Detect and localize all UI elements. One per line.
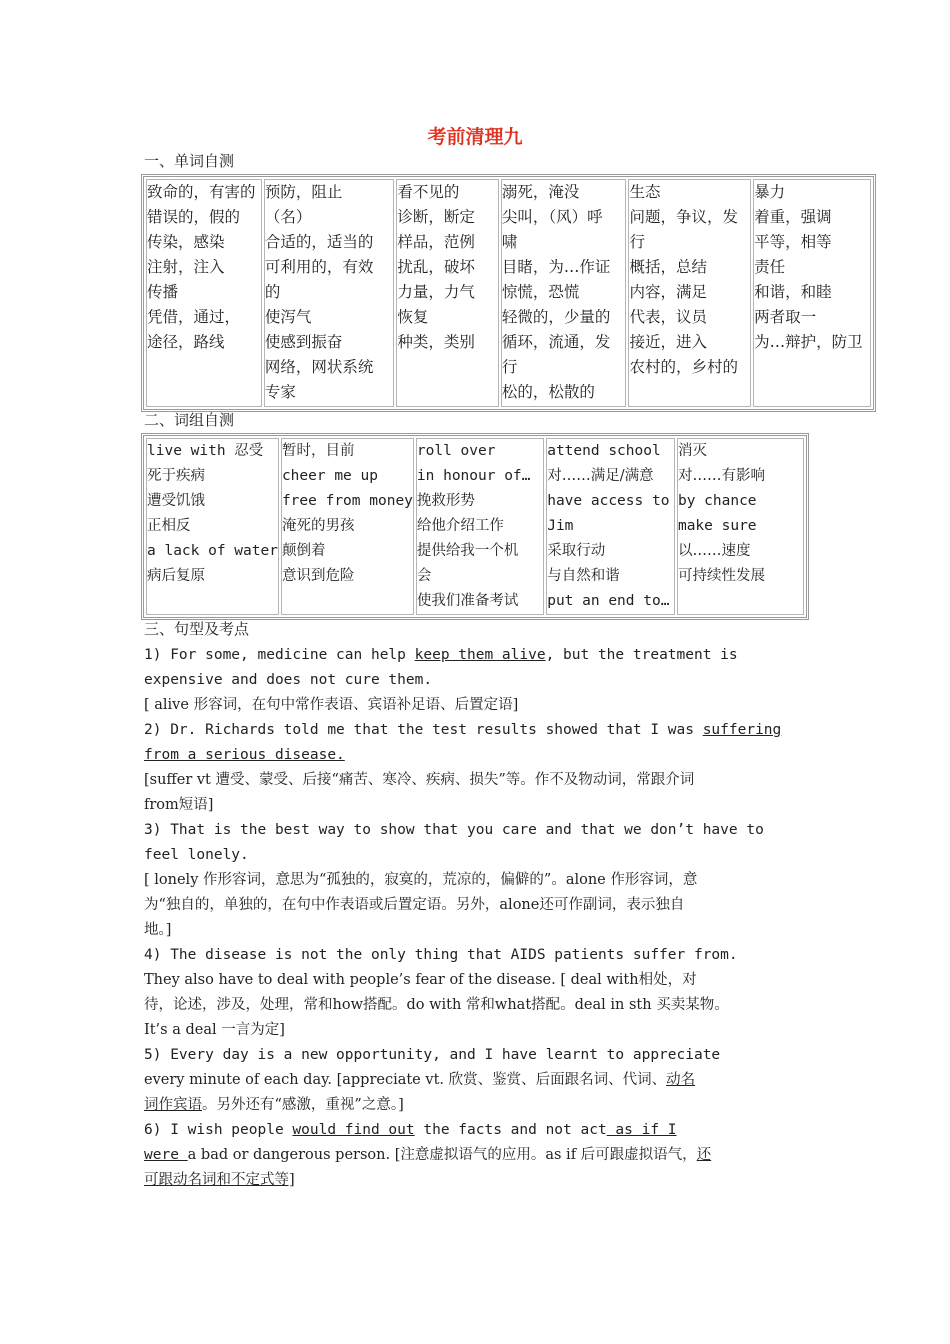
word-item: 错误的，假的 <box>147 208 241 226</box>
sentence-5-line <box>144 1068 824 1093</box>
word-column <box>146 179 262 407</box>
phrase-item: cheer me up <box>281 468 378 484</box>
phrase-column <box>416 438 544 615</box>
word-item: 责任 <box>754 258 786 276</box>
word-item: 农村的，乡村的 <box>629 358 738 376</box>
sentence-6-key-phrase: 还 <box>696 1147 712 1163</box>
sentence-2-key-phrase: suffering <box>702 722 782 738</box>
phrase-item: roll over <box>416 443 496 459</box>
word-item: 的 <box>264 283 281 301</box>
sentence-5-line <box>144 1093 824 1118</box>
phrase-item: 暂时，目前 <box>281 443 355 459</box>
sentence-6-line <box>144 1143 824 1168</box>
word-item: 力量，力气 <box>397 283 475 301</box>
phrase-item: 采取行动 <box>547 543 606 559</box>
phrase-item: 死于疾病 <box>147 468 205 484</box>
phrase-column <box>146 438 279 615</box>
sentence-2-note: from短语] <box>144 797 214 813</box>
sentence-3-note: 地。] <box>144 922 172 938</box>
sentence-list <box>144 643 824 1193</box>
word-item: 生态 <box>629 183 661 201</box>
word-item: 目睹，为…作证 <box>501 258 611 276</box>
word-item: 轻微的，少量的 <box>501 308 611 326</box>
sentence-6-key-phrase: 可跟动名词和不定式等] <box>144 1172 295 1188</box>
phrase-item: free from money <box>281 493 413 509</box>
sentence-6-key-phrase: as if I <box>606 1122 677 1138</box>
word-item: 途径，路线 <box>147 333 225 351</box>
section-heading-phrases: 二、词组自测 <box>144 411 235 429</box>
word-item: 专家 <box>264 383 296 401</box>
phrase-item: a lack of water <box>147 543 278 559</box>
section-heading-sentences: 三、句型及考点 <box>144 620 250 638</box>
phrase-item: 正相反 <box>147 518 191 534</box>
page-title: 考前清理九 <box>427 126 523 148</box>
word-item: 合适的，适当的 <box>264 233 374 251</box>
phrase-item: 颠倒着 <box>281 543 326 559</box>
sentence-6-note: a bad or dangerous person. [注意虚拟语气的应用。as if 后可跟虚拟语气， <box>187 1147 697 1163</box>
sentence-6-text: 6) I wish people <box>144 1122 293 1138</box>
sentence-2-note: [suffer vt 遭受、蒙受、后接“痛苦、寒冷、疾病、损失”等。作不及物动词，常跟介词 <box>144 772 695 788</box>
phrase-item: 对……满足/满意 <box>547 468 654 484</box>
sentence-4-text: 4) The disease is not the only thing that AIDS patients suffer from. <box>144 947 738 963</box>
sentence-1-key-phrase: keep them alive <box>414 647 546 663</box>
sentence-6-key-phrase: were <box>144 1147 188 1163</box>
word-item: 预防，阻止 <box>264 183 343 201</box>
word-item: 致命的，有害的 <box>147 183 256 201</box>
phrase-column <box>281 438 414 615</box>
phrase-item: by chance <box>677 493 757 509</box>
phrase-item: 可持续性发展 <box>677 568 765 584</box>
sentence-4-text: They also have to deal with people’s fear of the disease. [ deal with相处，对 <box>144 972 697 988</box>
phrase-item: in honour of… <box>416 468 531 484</box>
phrase-column <box>677 438 804 615</box>
word-item: 行 <box>629 233 645 251</box>
word-column <box>628 179 751 407</box>
word-item: 循环，流通，发 <box>501 333 611 351</box>
phrase-item: 与自然和谐 <box>547 568 620 584</box>
word-test-table <box>141 174 876 412</box>
section-heading-words: 一、单词自测 <box>144 152 235 170</box>
word-item: 恢复 <box>397 308 429 326</box>
phrase-item: 以……速度 <box>677 543 751 559</box>
word-item: 使感到振奋 <box>264 333 343 351</box>
sentence-2-line <box>144 718 824 743</box>
word-item: 接近，进入 <box>629 333 707 351</box>
sentence-3-text: 3) That is the best way to show that you care and that we don’t have to <box>144 822 764 838</box>
sentence-3-text: feel lonely. <box>144 847 249 863</box>
sentence-1-note: [ alive 形容词，在句中常作表语、宾语补足语、后置定语] <box>144 697 519 713</box>
word-item: 松的，松散的 <box>501 383 595 401</box>
phrase-item: 对……有影响 <box>677 468 765 484</box>
word-item: 暴力 <box>754 183 786 201</box>
phrase-column <box>546 438 675 615</box>
phrase-item: make sure <box>677 518 757 534</box>
word-item: 网络，网状系统 <box>264 358 374 376</box>
sentence-1-text: 1) For some, medicine can help <box>144 647 415 663</box>
word-item: 诊断，断定 <box>397 208 475 226</box>
word-item: 使泻气 <box>264 308 312 326</box>
phrase-test-table <box>141 433 809 620</box>
word-item: 概括，总结 <box>629 258 707 276</box>
sentence-5-text: 5) Every day is a new opportunity, and I have learnt to appreciate <box>144 1047 721 1063</box>
word-item: 惊慌，恐慌 <box>501 283 580 301</box>
word-item: 着重，强调 <box>754 208 832 226</box>
phrase-item: 给他介绍工作 <box>416 518 504 534</box>
phrase-item: attend school <box>547 443 661 459</box>
word-column <box>396 179 498 407</box>
sentence-4-note: 待，论述，涉及，处理，常和how搭配。do with 常和what搭配。deal in sth 买卖某物。 <box>144 997 729 1013</box>
phrase-item: put an end to… <box>547 593 670 609</box>
sentence-6-text: the facts and not act <box>414 1122 607 1138</box>
word-item: 为…辩护，防卫 <box>754 333 863 351</box>
word-item: 注射，注入 <box>147 258 225 276</box>
word-column <box>264 179 395 407</box>
sentence-5-note: 。另外还有“感激，重视”之意。] <box>202 1097 404 1113</box>
word-item: 种类，类别 <box>397 333 475 351</box>
word-item: 代表，议员 <box>629 308 707 326</box>
word-item: 看不见的 <box>397 183 460 201</box>
word-item: 问题，争议，发 <box>629 208 738 226</box>
sentence-3-note: [ lonely 作形容词，意思为“孤独的，寂寞的，荒凉的，偏僻的”。alone 作形容词，意 <box>144 872 698 888</box>
phrase-item: 使我们准备考试 <box>416 593 519 609</box>
word-item: 尖叫，（风）呼 <box>501 208 603 226</box>
sentence-5-text: every minute of each day. [appreciate vt. 欣赏、鉴赏、后面跟名词、代词、 <box>144 1072 667 1088</box>
word-item: 内容，满足 <box>629 283 707 301</box>
sentence-3-note: 为“独自的，单独的，在句中作表语或后置定语。另外，alone还可作副词，表示独自 <box>144 897 685 913</box>
word-item: 两者取一 <box>754 308 817 326</box>
phrase-item: Jim <box>547 518 574 534</box>
word-item: 扰乱，破坏 <box>397 258 475 276</box>
sentence-6-key-phrase: would find out <box>292 1122 415 1138</box>
phrase-item: 会 <box>416 568 432 584</box>
phrase-item: 遭受饥饿 <box>147 493 205 509</box>
word-item: 凭借，通过， <box>147 308 241 326</box>
sentence-6-line <box>144 1118 824 1143</box>
sentence-4-note: It’s a deal 一言为定] <box>144 1022 285 1038</box>
phrase-item: 挽救形势 <box>416 493 475 509</box>
phrase-item: 消灭 <box>677 443 707 459</box>
phrase-item: 淹死的男孩 <box>281 518 355 534</box>
sentence-2-text: 2) Dr. Richards told me that the test results showed that I was <box>144 722 703 738</box>
sentence-1-text: , but the treatment is <box>545 647 738 663</box>
word-item: 啸 <box>501 233 518 251</box>
sentence-2-key-phrase: from a serious disease. <box>144 747 345 763</box>
sentence-1-line <box>144 643 824 668</box>
phrase-item: live with 忍受 <box>147 443 264 459</box>
phrase-item: 意识到危险 <box>281 568 355 584</box>
phrase-item: 病后复原 <box>147 568 205 584</box>
word-column <box>501 179 627 407</box>
word-item: 传染，感染 <box>147 233 225 251</box>
word-item: 可利用的，有效 <box>264 258 374 276</box>
sentence-5-key-phrase: 动名 <box>666 1072 696 1088</box>
word-item: 平等，相等 <box>754 233 832 251</box>
sentence-5-key-phrase: 词作宾语 <box>144 1097 202 1113</box>
word-column <box>753 179 871 407</box>
phrase-item: 提供给我一个机 <box>416 543 519 559</box>
word-item: 传播 <box>147 283 179 301</box>
sentence-1-text: expensive and does not cure them. <box>144 672 433 688</box>
word-item: 行 <box>501 358 518 376</box>
word-item: （名） <box>264 208 312 226</box>
phrase-item: have access to <box>547 493 670 509</box>
word-item: 溺死，淹没 <box>501 183 580 201</box>
word-item: 和谐，和睦 <box>754 283 832 301</box>
word-item: 样品，范例 <box>397 233 475 251</box>
